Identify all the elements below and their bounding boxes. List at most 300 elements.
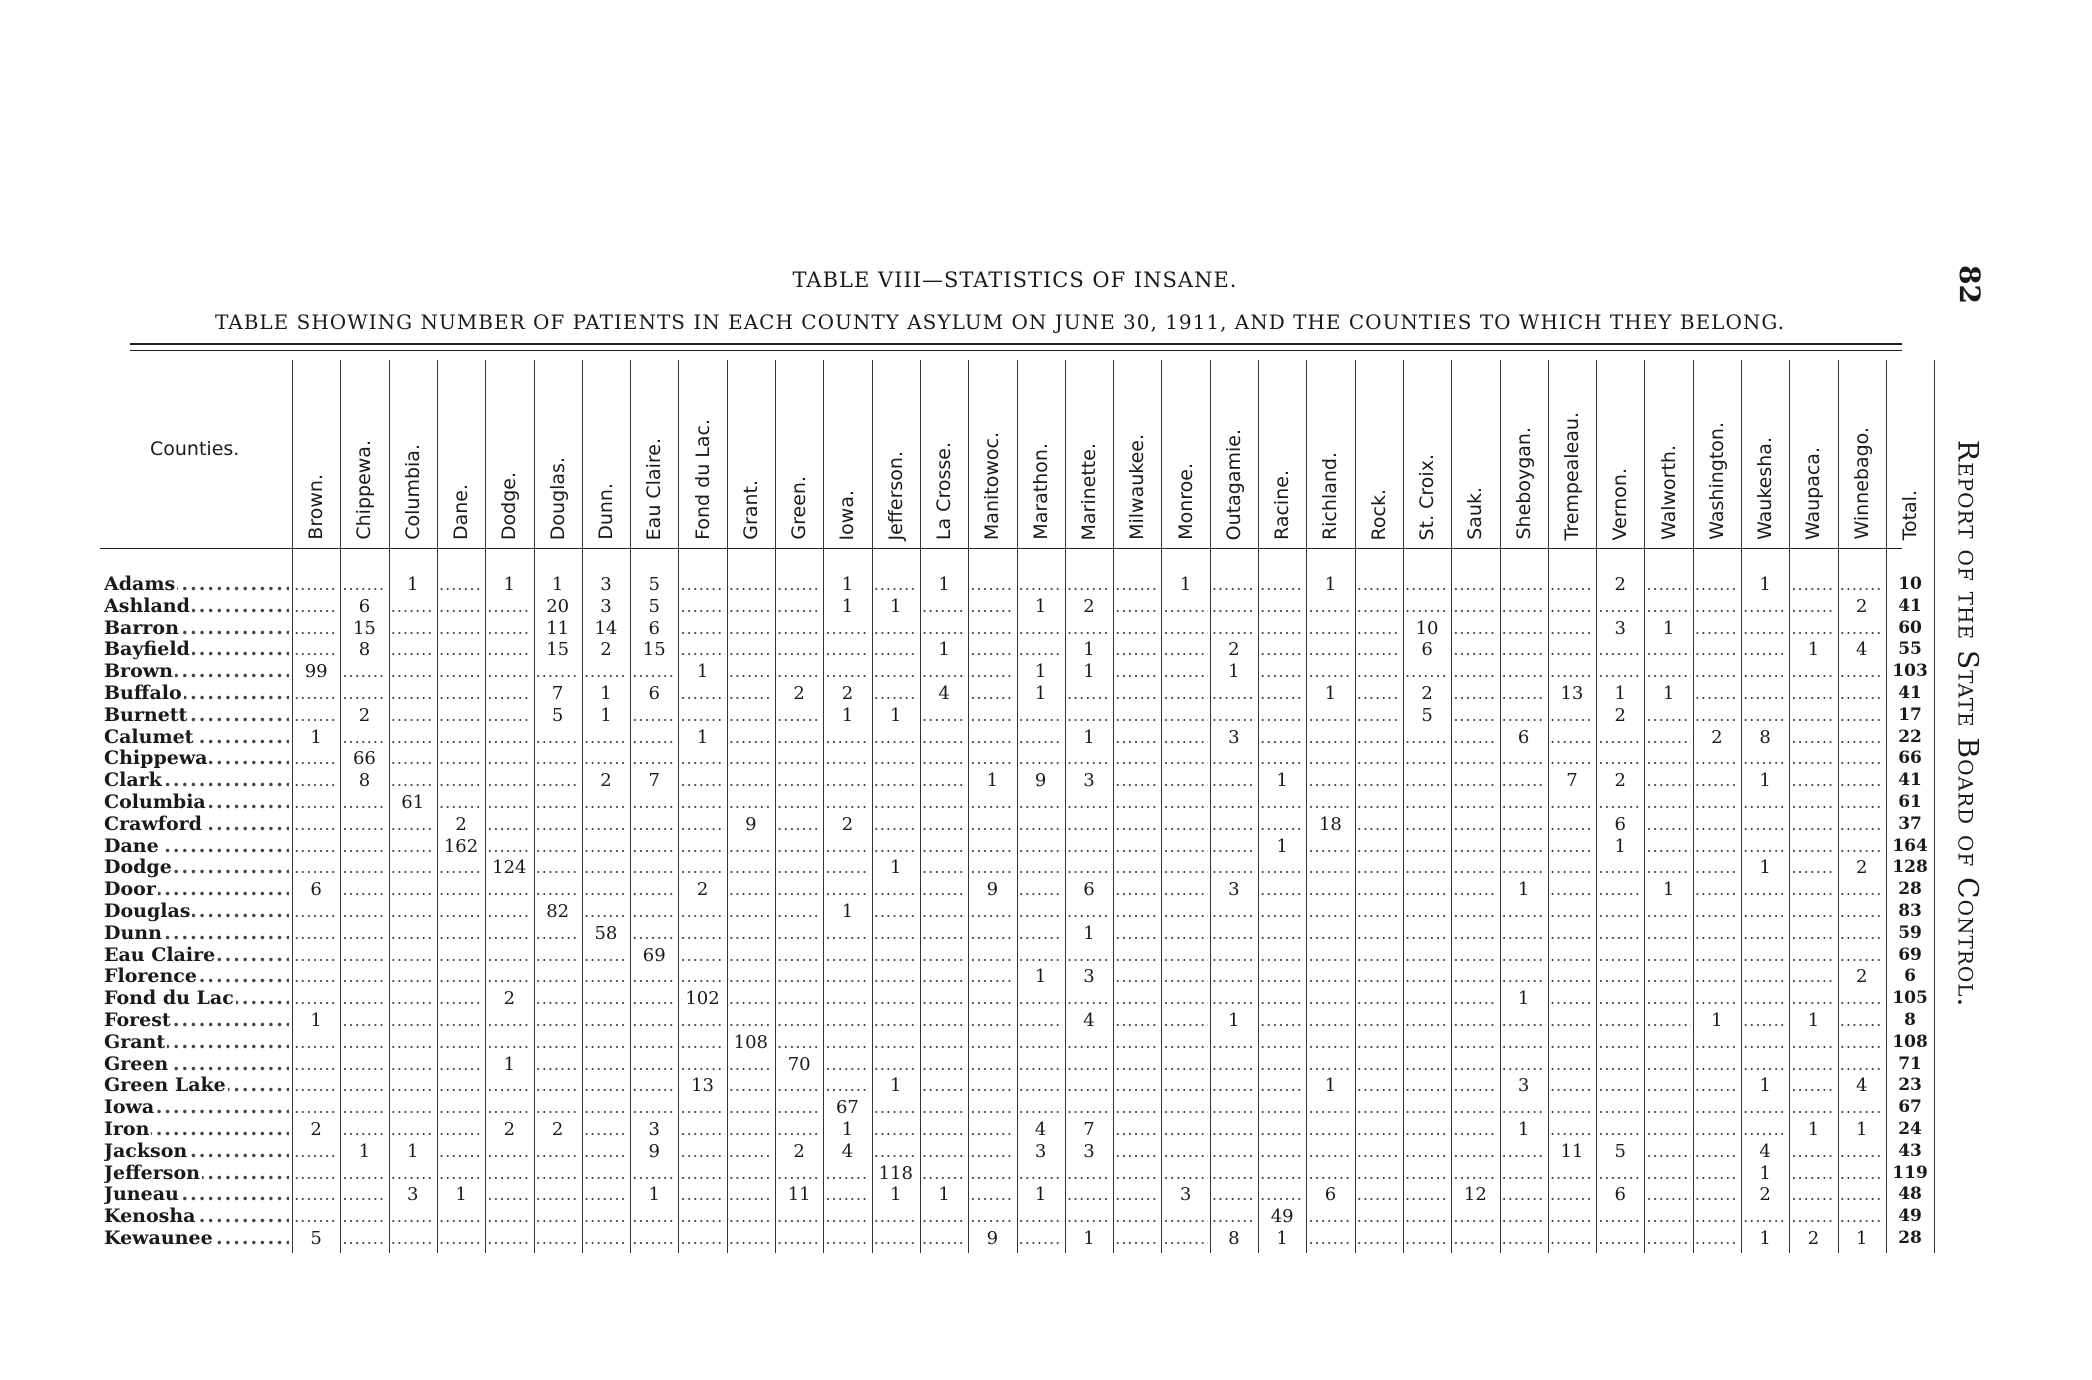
table-cell — [1550, 1206, 1594, 1228]
table-cell — [1260, 1097, 1304, 1119]
row-total: 28 — [1898, 1228, 1922, 1248]
table-cell — [777, 1163, 821, 1185]
table-cell — [729, 988, 773, 1010]
column-header-label: Monroe. — [1174, 463, 1197, 540]
table-cell — [1308, 639, 1352, 661]
table-cell — [584, 901, 628, 923]
table-cell — [1695, 988, 1739, 1010]
table-cell — [1453, 596, 1497, 618]
table-cell — [1019, 814, 1063, 836]
table-cell — [1502, 1032, 1546, 1054]
table-cell: 1 — [696, 726, 709, 748]
table-cell — [1212, 1054, 1256, 1076]
table-cell — [1695, 879, 1739, 901]
row-total: 59 — [1898, 922, 1922, 943]
column-header-label: Outagamie. — [1222, 428, 1245, 540]
table-cell — [536, 1097, 580, 1119]
table-cell — [1791, 683, 1835, 705]
column-header — [1407, 358, 1447, 540]
table-cell — [1743, 596, 1787, 618]
table-row — [0, 596, 1960, 618]
table-cell — [874, 1054, 918, 1076]
table-cell — [1791, 748, 1835, 770]
table-cell — [439, 596, 483, 618]
table-cell — [1550, 639, 1594, 661]
table-cell — [729, 705, 773, 727]
table-cell — [1212, 1184, 1256, 1206]
county-name — [104, 1228, 289, 1250]
table-cell — [487, 618, 531, 640]
table-cell — [1260, 1163, 1304, 1185]
table-cell — [487, 1097, 531, 1119]
table-row — [0, 966, 1960, 988]
table-cell: 82 — [546, 901, 570, 922]
table-cell — [729, 1184, 773, 1206]
page-number: 82 — [1952, 265, 1986, 304]
table-cell — [584, 1228, 628, 1250]
table-cell — [536, 770, 580, 792]
table-cell — [1598, 1097, 1642, 1119]
table-cell — [1695, 1184, 1739, 1206]
table-cell — [1647, 836, 1691, 858]
table-cell — [1647, 596, 1691, 618]
table-cell — [439, 857, 483, 879]
table-cell: 1 — [1034, 683, 1047, 704]
table-cell: 7 — [648, 770, 660, 792]
table-cell — [729, 770, 773, 792]
column-header-label: Waupaca. — [1802, 446, 1825, 540]
table-cell — [729, 727, 773, 749]
table-cell — [342, 727, 386, 749]
table-cell: 1 — [1759, 770, 1771, 792]
column-header — [972, 358, 1012, 540]
table-cell — [1695, 683, 1739, 705]
table-cell: 1 — [1662, 879, 1675, 901]
table-cell — [970, 1032, 1014, 1054]
table-cell — [1791, 661, 1835, 683]
table-cell — [1019, 1054, 1063, 1076]
column-header-label: Racine. — [1271, 470, 1294, 540]
table-cell — [487, 879, 531, 901]
table-cell — [874, 1119, 918, 1141]
table-cell — [777, 1097, 821, 1119]
column-header-label: Chippewa. — [353, 440, 376, 540]
county-name — [104, 683, 289, 705]
table-cell — [1115, 1228, 1159, 1250]
table-cell — [1502, 792, 1546, 814]
table-cell — [777, 814, 821, 836]
table-cell — [1647, 814, 1691, 836]
table-cell — [825, 988, 869, 1010]
table-cell — [874, 639, 918, 661]
table-cell: 1 — [1662, 683, 1675, 704]
table-cell — [922, 1054, 966, 1076]
table-cell — [681, 770, 725, 792]
table-cell — [1743, 705, 1787, 727]
table-cell — [439, 661, 483, 683]
table-row — [0, 1141, 1960, 1163]
table-cell — [1550, 1184, 1594, 1206]
table-cell: 3 — [1034, 1140, 1047, 1162]
table-cell — [922, 879, 966, 901]
table-cell — [1405, 901, 1449, 923]
table-cell — [729, 792, 773, 814]
table-cell — [874, 727, 918, 749]
table-row — [0, 639, 1960, 661]
table-cell — [681, 923, 725, 945]
table-cell — [1260, 596, 1304, 618]
table-cell — [729, 1010, 773, 1032]
table-cell — [1598, 792, 1642, 814]
table-cell: 9 — [1034, 770, 1047, 792]
table-cell — [487, 748, 531, 770]
row-total: 10 — [1898, 574, 1922, 594]
county-name — [104, 792, 289, 814]
county-name-text: Iowa — [104, 1097, 155, 1119]
table-cell — [294, 705, 338, 727]
table-cell — [1115, 836, 1159, 858]
table-cell — [391, 639, 435, 661]
table-cell — [1405, 596, 1449, 618]
table-cell — [1067, 1206, 1111, 1228]
table-cell — [1743, 1032, 1787, 1054]
table-cell — [1453, 1119, 1497, 1141]
row-total: 103 — [1892, 661, 1928, 682]
table-cell — [536, 945, 580, 967]
table-cell — [487, 966, 531, 988]
table-cell — [1550, 1163, 1594, 1185]
table-cell — [1840, 1206, 1884, 1228]
table-cell — [1840, 814, 1884, 836]
row-total: 61 — [1898, 792, 1922, 812]
table-cell — [1791, 618, 1835, 640]
table-cell — [825, 748, 869, 770]
table-cell — [1164, 1228, 1208, 1250]
table-cell — [1115, 814, 1159, 836]
table-cell — [1405, 1010, 1449, 1032]
column-header — [1649, 358, 1689, 540]
table-cell — [777, 639, 821, 661]
table-cell — [1453, 792, 1497, 814]
table-cell: 124 — [492, 857, 527, 879]
table-cell: 3 — [1228, 879, 1240, 901]
table-cell — [1115, 1141, 1159, 1163]
table-cell — [1502, 923, 1546, 945]
table-cell — [487, 836, 531, 858]
column-header — [344, 358, 384, 540]
row-total: 128 — [1892, 857, 1928, 878]
table-cell — [294, 574, 338, 596]
table-cell — [391, 661, 435, 683]
table-cell: 5 — [648, 574, 660, 595]
table-cell — [1019, 705, 1063, 727]
table-cell — [487, 596, 531, 618]
table-cell — [970, 1119, 1014, 1141]
table-cell — [439, 1054, 483, 1076]
table-cell — [1840, 945, 1884, 967]
table-cell — [1550, 879, 1594, 901]
table-cell — [1695, 661, 1739, 683]
county-name-text: Calumet — [104, 726, 194, 748]
table-cell — [1164, 879, 1208, 901]
table-cell: 5 — [1614, 1140, 1626, 1162]
table-cell — [1695, 705, 1739, 727]
table-cell — [294, 1054, 338, 1076]
table-row — [0, 923, 1960, 945]
table-cell — [1357, 814, 1401, 836]
row-total: 164 — [1892, 835, 1928, 856]
table-cell — [1212, 596, 1256, 618]
county-name — [104, 574, 289, 596]
table-cell — [1067, 705, 1111, 727]
table-cell: 2 — [600, 639, 612, 661]
table-cell — [777, 727, 821, 749]
table-cell: 8 — [1228, 1228, 1240, 1249]
column-header — [683, 358, 723, 540]
table-cell: 7 — [551, 683, 564, 704]
table-cell — [1260, 683, 1304, 705]
table-cell — [1598, 1054, 1642, 1076]
table-cell — [1550, 901, 1594, 923]
table-cell — [922, 945, 966, 967]
table-cell — [970, 1054, 1014, 1076]
table-cell — [391, 1054, 435, 1076]
table-cell — [777, 1075, 821, 1097]
table-cell — [391, 1010, 435, 1032]
table-cell — [1743, 639, 1787, 661]
table-cell: 3 — [407, 1184, 419, 1206]
table-cell — [922, 1119, 966, 1141]
table-cell — [1647, 1228, 1691, 1250]
table-cell — [1453, 988, 1497, 1010]
counties-column-header: Counties. — [150, 438, 240, 460]
table-cell — [777, 748, 821, 770]
table-cell — [777, 705, 821, 727]
county-name — [104, 901, 289, 923]
table-cell — [681, 618, 725, 640]
table-cell — [1598, 923, 1642, 945]
table-cell — [729, 1163, 773, 1185]
table-cell: 2 — [310, 1119, 322, 1140]
county-name-text: Green Lake — [104, 1075, 226, 1097]
column-header-label: Richland. — [1319, 451, 1342, 540]
table-cell — [1019, 748, 1063, 770]
county-name — [104, 1097, 289, 1119]
table-cell — [970, 705, 1014, 727]
table-cell — [632, 988, 676, 1010]
table-cell — [1308, 1163, 1352, 1185]
table-cell — [1647, 988, 1691, 1010]
table-cell: 1 — [1807, 639, 1820, 661]
table-cell — [1453, 1032, 1497, 1054]
table-cell — [1260, 705, 1304, 727]
table-cell — [1115, 705, 1159, 727]
table-cell — [1019, 1228, 1063, 1250]
running-head — [1928, 440, 2008, 1160]
table-cell — [1791, 945, 1835, 967]
table-cell: 1 — [841, 574, 854, 595]
table-cell — [1115, 1075, 1159, 1097]
row-total: 41 — [1898, 770, 1922, 791]
table-cell — [1357, 748, 1401, 770]
table-cell — [1840, 901, 1884, 923]
table-cell — [1550, 574, 1594, 596]
table-cell: 1 — [1517, 879, 1530, 901]
table-cell — [1164, 1054, 1208, 1076]
table-cell — [294, 596, 338, 618]
table-row — [0, 770, 1960, 792]
column-header — [1021, 358, 1061, 540]
table-cell — [874, 1206, 918, 1228]
table-cell — [584, 836, 628, 858]
table-cell — [1840, 1141, 1884, 1163]
table-cell — [1115, 1032, 1159, 1054]
table-cell — [342, 857, 386, 879]
table-cell — [1308, 1010, 1352, 1032]
table-cell — [439, 705, 483, 727]
table-cell — [922, 1206, 966, 1228]
table-cell — [729, 639, 773, 661]
table-cell — [584, 1206, 628, 1228]
table-cell: 6 — [1083, 879, 1095, 901]
table-cell — [1308, 792, 1352, 814]
table-cell: 9 — [745, 813, 757, 835]
table-cell: 8 — [1759, 726, 1771, 748]
table-cell — [294, 770, 338, 792]
table-cell — [1115, 639, 1159, 661]
table-cell — [536, 1032, 580, 1054]
table-cell — [1164, 748, 1208, 770]
table-cell: 8 — [358, 770, 371, 792]
table-cell: 1 — [1034, 1184, 1047, 1206]
table-cell — [1164, 1141, 1208, 1163]
table-cell — [1502, 574, 1546, 596]
table-cell — [874, 1010, 918, 1032]
table-cell — [342, 661, 386, 683]
county-name — [104, 1075, 289, 1097]
table-cell — [970, 618, 1014, 640]
table-cell — [1695, 639, 1739, 661]
table-cell — [391, 748, 435, 770]
table-cell — [1067, 901, 1111, 923]
table-cell — [681, 1228, 725, 1250]
table-cell — [777, 661, 821, 683]
table-cell — [487, 814, 531, 836]
table-cell: 1 — [310, 1010, 322, 1031]
table-cell — [1308, 661, 1352, 683]
table-cell — [729, 836, 773, 858]
table-cell — [1212, 1141, 1256, 1163]
table-cell — [1067, 988, 1111, 1010]
table-cell — [729, 596, 773, 618]
table-cell — [391, 1075, 435, 1097]
table-cell — [874, 945, 918, 967]
table-cell — [342, 1032, 386, 1054]
column-header-label: Grant. — [739, 480, 762, 540]
table-cell — [536, 1054, 580, 1076]
table-cell: 5 — [1421, 704, 1433, 726]
table-cell: 1 — [1856, 1119, 1868, 1140]
table-cell — [1357, 945, 1401, 967]
table-cell — [1695, 1032, 1739, 1054]
table-cell — [1405, 727, 1449, 749]
table-row — [0, 1075, 1960, 1097]
table-cell — [1550, 1010, 1594, 1032]
table-row — [0, 705, 1960, 727]
column-header-label: Milwaukee. — [1126, 434, 1149, 540]
table-cell — [1840, 792, 1884, 814]
table-cell: 118 — [878, 1162, 913, 1184]
table-cell — [1791, 923, 1835, 945]
table-cell — [1647, 661, 1691, 683]
column-header-label: Washington. — [1705, 422, 1728, 540]
table-cell — [1260, 1119, 1304, 1141]
table-cell — [294, 1206, 338, 1228]
table-row — [0, 618, 1960, 640]
county-name-text: Door — [104, 879, 156, 901]
table-cell — [1598, 945, 1642, 967]
table-cell — [1115, 748, 1159, 770]
table-cell — [729, 945, 773, 967]
row-total: 23 — [1898, 1075, 1922, 1096]
table-cell — [1502, 1163, 1546, 1185]
table-cell — [1743, 792, 1787, 814]
table-cell: 108 — [733, 1031, 769, 1053]
table-cell — [1502, 966, 1546, 988]
table-cell: 1 — [407, 574, 419, 595]
table-cell — [1647, 748, 1691, 770]
table-cell — [1840, 836, 1884, 858]
table-cell — [1840, 879, 1884, 901]
table-cell — [1164, 1206, 1208, 1228]
column-header — [1214, 358, 1254, 540]
table-cell — [1357, 1075, 1401, 1097]
county-name-text: Kewaunee — [104, 1228, 213, 1249]
running-head-text: Report of the State Board of Control. — [1951, 440, 1985, 1008]
table-cell: 6 — [1421, 639, 1433, 661]
column-header — [1600, 358, 1640, 540]
table-cell — [1212, 574, 1256, 596]
column-header-label: Manitowoc. — [981, 431, 1004, 540]
table-cell: 1 — [1856, 1228, 1868, 1249]
table-cell — [1308, 1054, 1352, 1076]
table-cell — [825, 879, 869, 901]
table-cell: 1 — [890, 1075, 902, 1097]
table-cell — [922, 1163, 966, 1185]
table-cell — [487, 1010, 531, 1032]
table-cell: 11 — [787, 1184, 811, 1206]
table-cell: 162 — [443, 835, 479, 857]
table-cell: 66 — [352, 748, 376, 770]
county-name-text: Burnett — [104, 704, 188, 726]
table-cell — [342, 1010, 386, 1032]
table-cell: 15 — [546, 639, 570, 661]
table-cell — [729, 1119, 773, 1141]
county-name-text: Chippewa — [104, 748, 208, 770]
column-header — [1842, 358, 1882, 540]
table-cell: 1 — [938, 639, 950, 661]
table-cell — [681, 1119, 725, 1141]
table-cell — [294, 945, 338, 967]
table-cell — [1357, 923, 1401, 945]
table-cell — [342, 988, 386, 1010]
table-cell — [1019, 836, 1063, 858]
table-cell — [1743, 836, 1787, 858]
table-cell: 1 — [1711, 1010, 1723, 1031]
table-cell — [487, 770, 531, 792]
table-cell — [1453, 639, 1497, 661]
county-name-text: Clark — [104, 770, 162, 792]
